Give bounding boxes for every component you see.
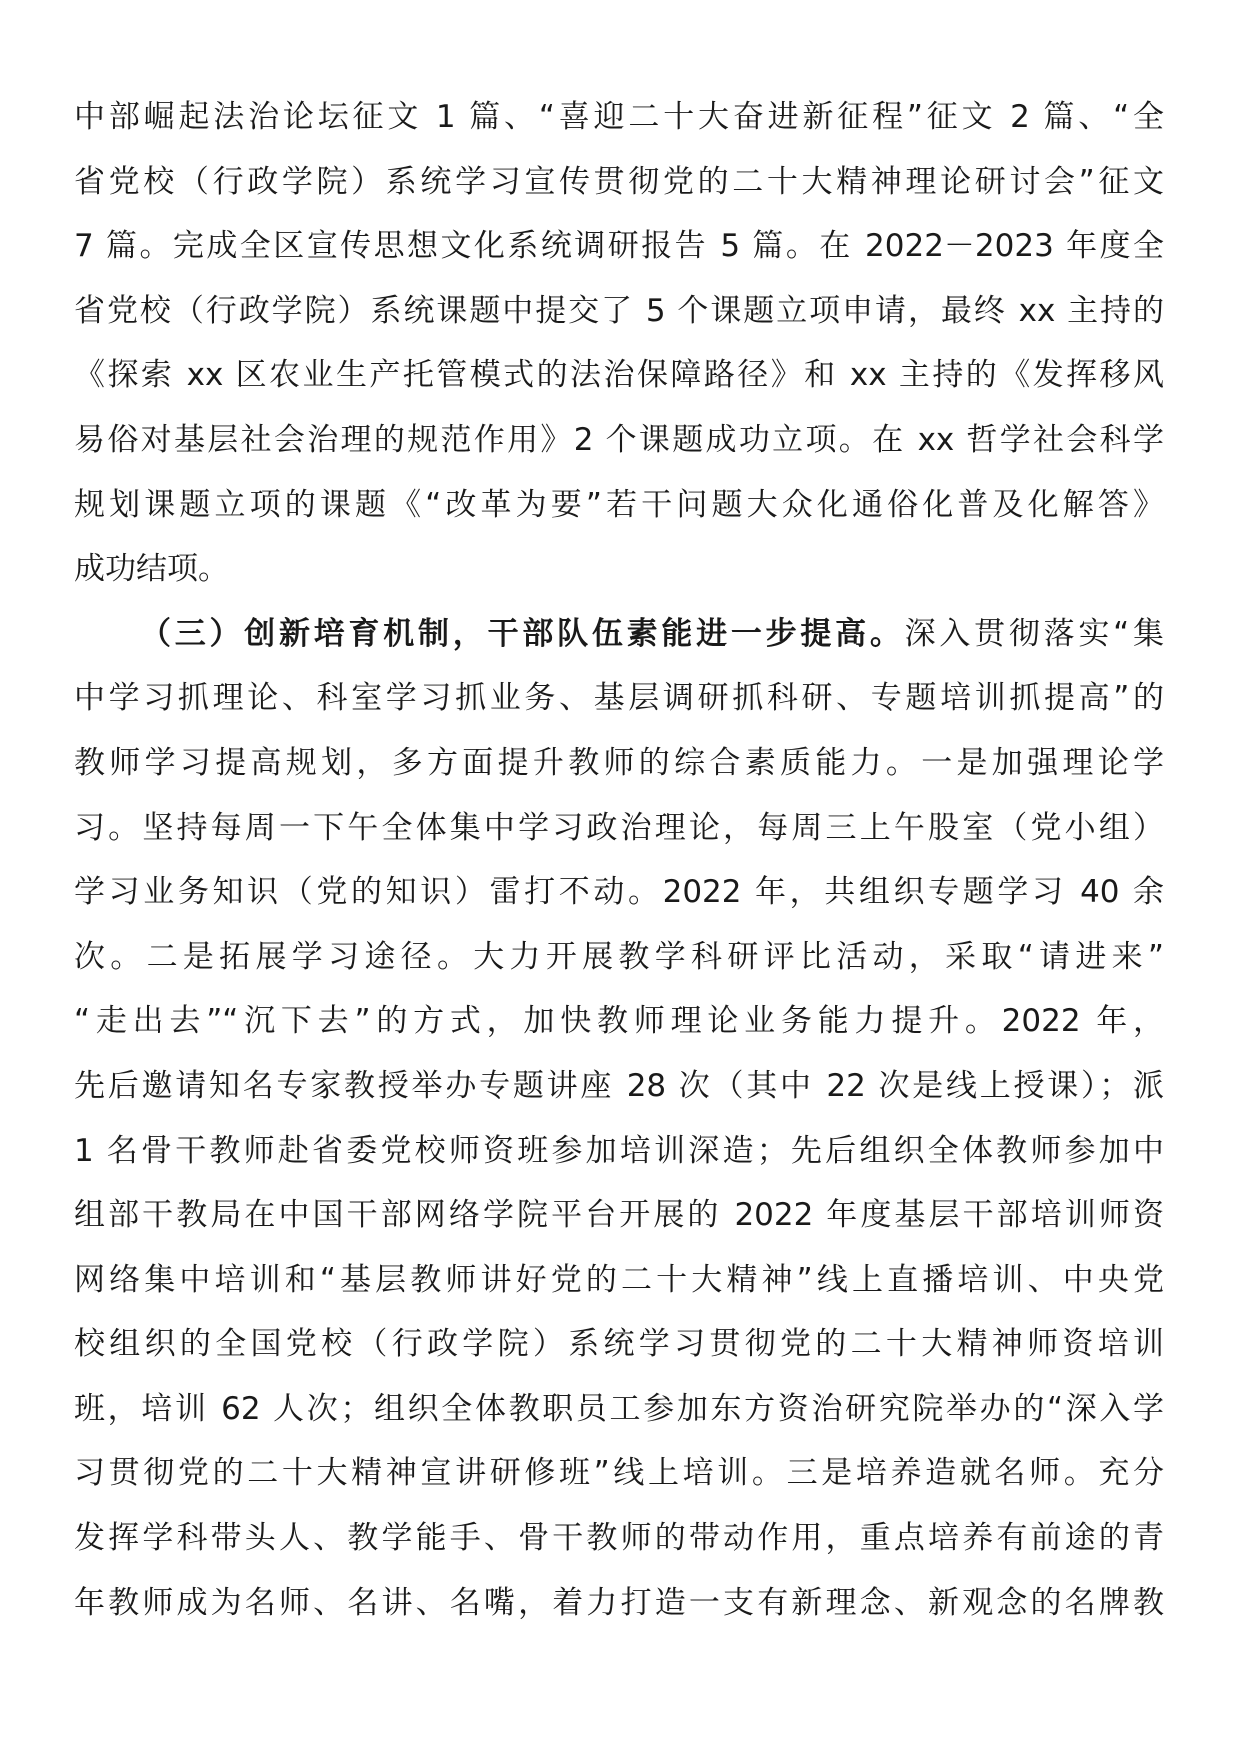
text-line: 易俗对基层社会治理的规范作用》2 个课题成功立项。在 xx 哲学社会科学	[74, 421, 1164, 458]
text-line: 次。二是拓展学习途径。大力开展教学科研评比活动，采取“请进来”	[74, 938, 1164, 975]
text-line: 教师学习提高规划，多方面提升教师的综合素质能力。一是加强理论学	[74, 744, 1164, 781]
text-line: 成功结项。	[74, 551, 229, 588]
section-heading: （三）创新培育机制，干部队伍素能进一步提高。	[140, 615, 905, 652]
text-line: 省党校（行政学院）系统课题中提交了 5 个课题立项申请，最终 xx 主持的	[74, 292, 1164, 329]
section-heading-rest: 深入贯彻落实“集	[904, 615, 1164, 652]
text-line: 网络集中培训和“基层教师讲好党的二十大精神”线上直播培训、中央党	[74, 1261, 1164, 1298]
text-line: 中部崛起法治论坛征文 1 篇、“喜迎二十大奋进新征程”征文 2 篇、“全	[74, 99, 1164, 135]
text-line: 习贯彻党的二十大精神宣讲研修班”线上培训。三是培养造就名师。充分	[74, 1455, 1164, 1492]
text-line: 组部干教局在中国干部网络学院平台开展的 2022 年度基层干部培训师资	[74, 1197, 1164, 1234]
text-line: 校组织的全国党校（行政学院）系统学习贯彻党的二十大精神师资培训	[74, 1326, 1164, 1363]
text-line: 省党校（行政学院）系统学习宣传贯彻党的二十大精神理论研讨会”征文	[74, 163, 1164, 200]
text-line: 班，培训 62 人次；组织全体教职员工参加东方资治研究院举办的“深入学	[74, 1390, 1164, 1427]
document-body	[74, 85, 1164, 1635]
text-line: 先后邀请知名专家教授举办专题讲座 28 次（其中 22 次是线上授课）；派	[74, 1067, 1164, 1104]
text-line: “走出去”“沉下去”的方式，加快教师理论业务能力提升。2022 年，	[74, 1003, 1164, 1040]
text-line: 规划课题立项的课题《“改革为要”若干问题大众化通俗化普及化解答》	[74, 486, 1164, 523]
text-line: 年教师成为名师、名讲、名嘴，着力打造一支有新理念、新观念的名牌教	[74, 1584, 1164, 1621]
text-line: 7 篇。完成全区宣传思想文化系统调研报告 5 篇。在 2022－2023 年度全	[74, 228, 1164, 265]
text-line: 1 名骨干教师赴省委党校师资班参加培训深造；先后组织全体教师参加中	[74, 1132, 1164, 1169]
section-heading-line	[74, 602, 1164, 667]
text-line: 《探索 xx 区农业生产托管模式的法治保障路径》和 xx 主持的《发挥移风	[74, 357, 1164, 394]
text-line: 习。坚持每周一下午全体集中学习政治理论，每周三上午股室（党小组）	[74, 809, 1164, 846]
text-line: 学习业务知识（党的知识）雷打不动。2022 年，共组织专题学习 40 余	[74, 874, 1164, 911]
text-line: 发挥学科带头人、教学能手、骨干教师的带动作用，重点培养有前途的青	[74, 1520, 1164, 1557]
text-line: 中学习抓理论、科室学习抓业务、基层调研抓科研、专题培训抓提高”的	[74, 680, 1164, 717]
